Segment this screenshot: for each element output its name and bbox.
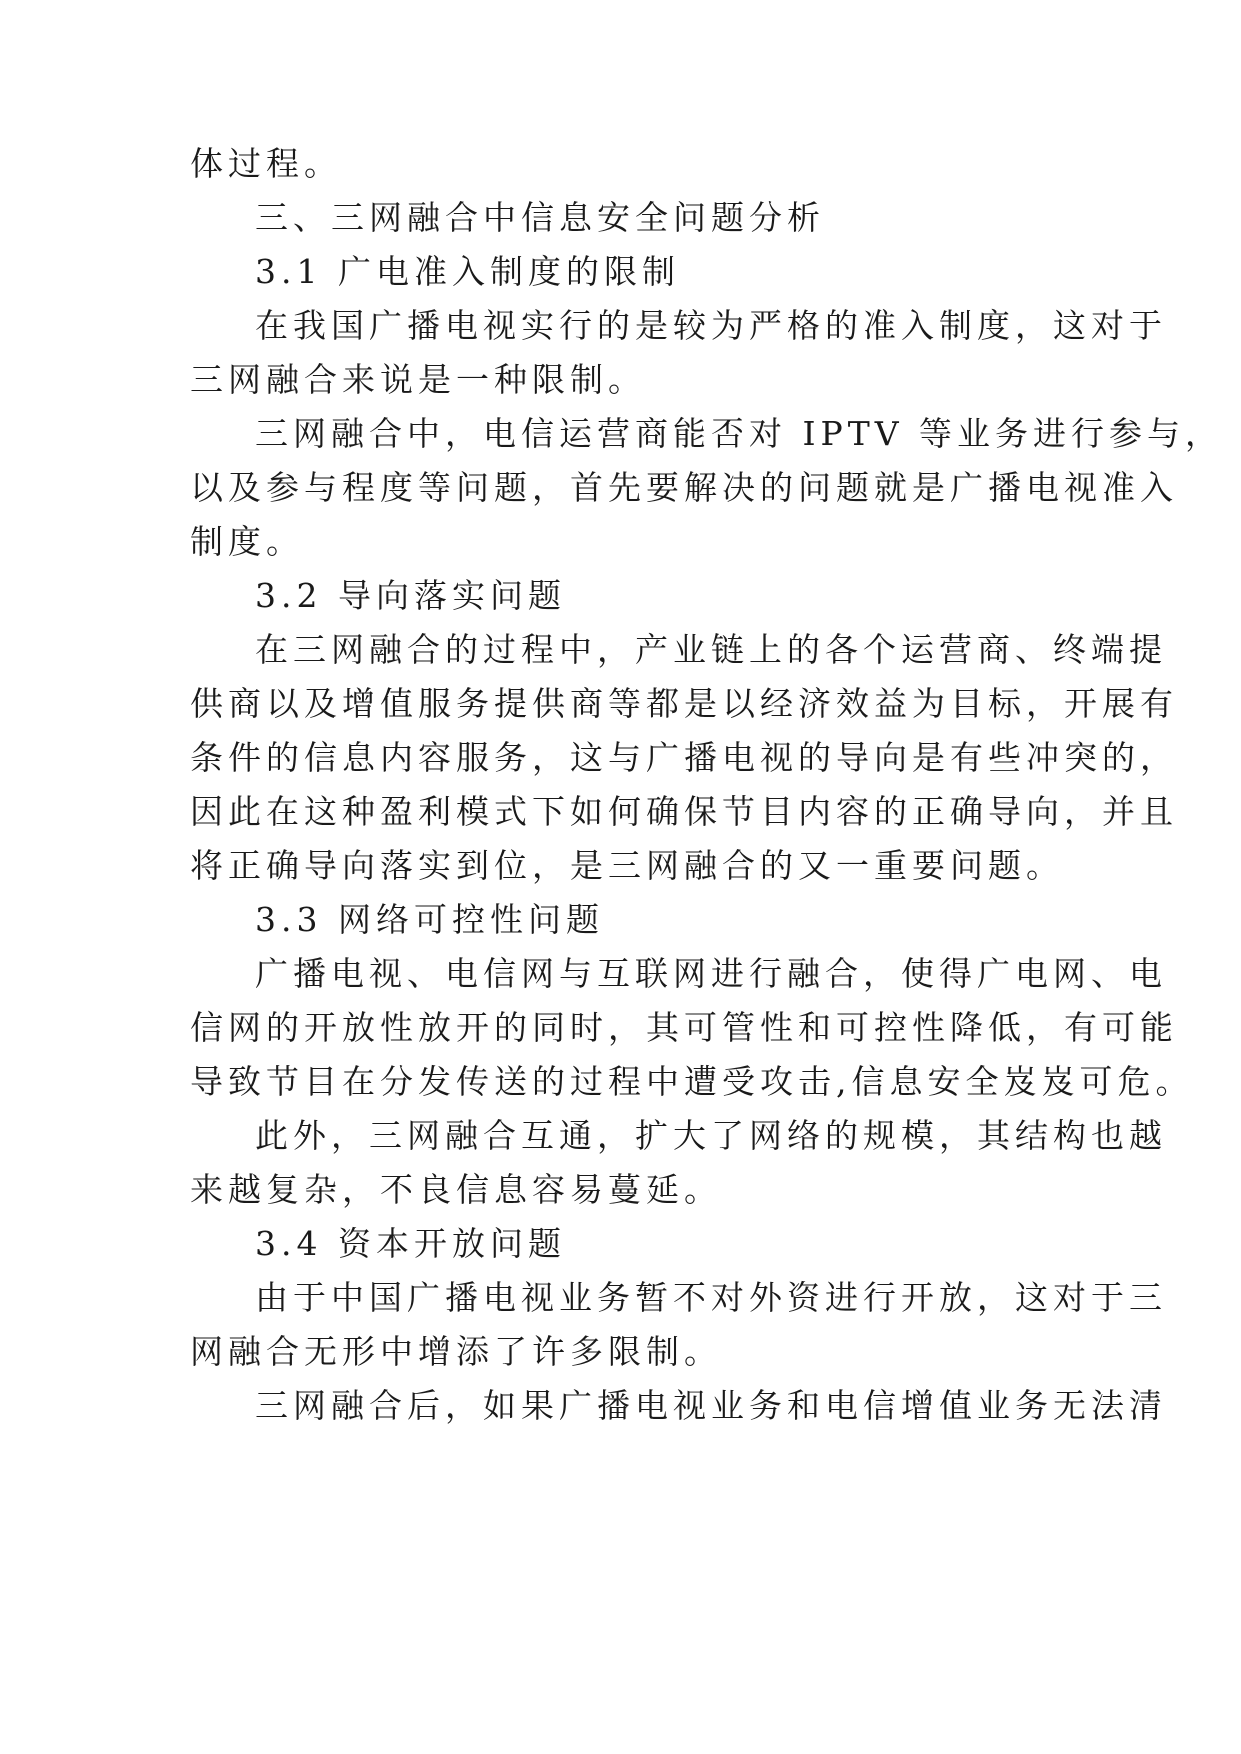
paragraph-line: 三网融合中，电信运营商能否对 IPTV 等业务进行参与， <box>255 414 1224 453</box>
paragraph-line: 制度。 <box>190 522 304 561</box>
subsection-heading: 3.3 网络可控性问题 <box>255 900 604 939</box>
paragraph-line: 将正确导向落实到位，是三网融合的又一重要问题。 <box>190 846 1064 885</box>
subsection-heading: 3.2 导向落实问题 <box>255 576 566 615</box>
paragraph-line: 信网的开放性放开的同时，其可管性和可控性降低，有可能 <box>190 1008 1178 1047</box>
paragraph-line: 因此在这种盈利模式下如何确保节目内容的正确导向，并且 <box>190 792 1178 831</box>
subsection-heading: 3.1 广电准入制度的限制 <box>255 252 680 291</box>
paragraph-line: 三网融合后，如果广播电视业务和电信增值业务无法清 <box>255 1386 1167 1425</box>
paragraph-line: 条件的信息内容服务，这与广播电视的导向是有些冲突的， <box>190 738 1178 777</box>
paragraph-line: 导致节目在分发传送的过程中遭受攻击,信息安全岌岌可危。 <box>190 1062 1194 1101</box>
paragraph-line: 以及参与程度等问题，首先要解决的问题就是广播电视准入 <box>190 468 1178 507</box>
paragraph-line: 供商以及增值服务提供商等都是以经济效益为目标，开展有 <box>190 684 1178 723</box>
section-heading: 三、三网融合中信息安全问题分析 <box>255 198 825 237</box>
paragraph-line: 由于中国广播电视业务暂不对外资进行开放，这对于三 <box>255 1278 1167 1317</box>
subsection-heading: 3.4 资本开放问题 <box>255 1224 566 1263</box>
paragraph-line: 网融合无形中增添了许多限制。 <box>190 1332 722 1371</box>
paragraph-line: 在三网融合的过程中，产业链上的各个运营商、终端提 <box>255 630 1167 669</box>
paragraph-line: 此外，三网融合互通，扩大了网络的规模，其结构也越 <box>255 1116 1167 1155</box>
paragraph-line: 体过程。 <box>190 144 342 183</box>
paragraph-line: 来越复杂，不良信息容易蔓延。 <box>190 1170 722 1209</box>
paragraph-line: 在我国广播电视实行的是较为严格的准入制度，这对于 <box>255 306 1167 345</box>
paragraph-line: 广播电视、电信网与互联网进行融合，使得广电网、电 <box>255 954 1167 993</box>
paragraph-line: 三网融合来说是一种限制。 <box>190 360 646 399</box>
